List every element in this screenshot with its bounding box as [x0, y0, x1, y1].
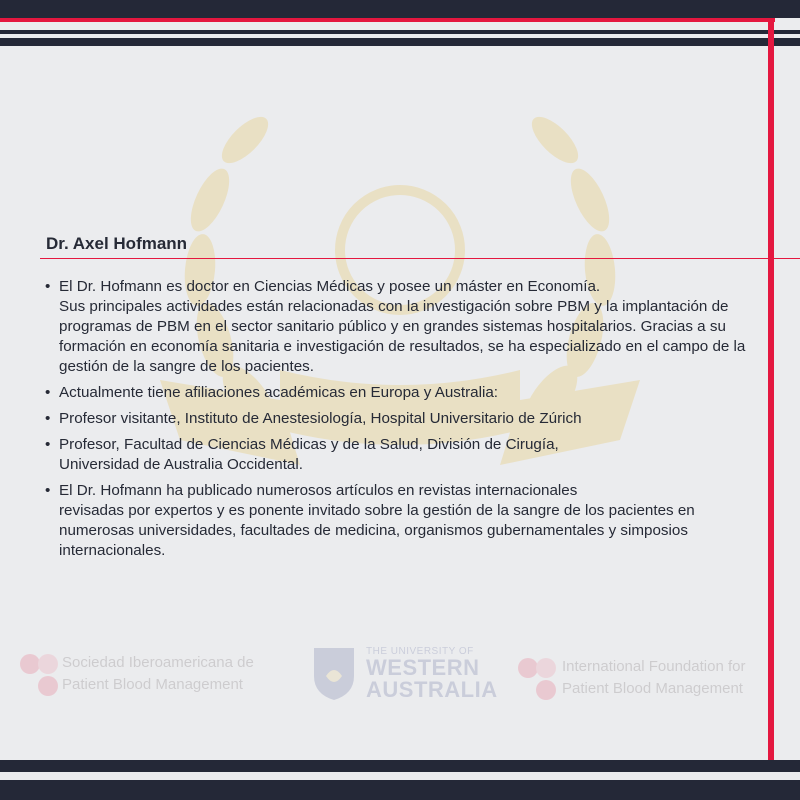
bottom-band-2 [0, 780, 800, 800]
bottom-band [0, 760, 800, 772]
logo-dot-icon [38, 676, 58, 696]
list-item: • Profesor, Facultad de Ciencias Médicas y de la Salud, División de Cirugía, Universidad de Australia Occidental. [44, 435, 754, 475]
top-band-stripe-2 [0, 38, 800, 46]
logo-dot-icon [536, 680, 556, 700]
top-band [0, 0, 800, 18]
logo-dot-icon [518, 658, 538, 678]
logo-dot-icon [20, 654, 40, 674]
list-item: • El Dr. Hofmann es doctor en Ciencias Médicas y posee un máster en Economía. Sus principales actividades están relacionadas con la investigación sobre PBM y la implantación de programas de PBM en el sector sanitario público y en grandes sistemas hospitalarios. Gracias a su formación en economía sanitaria e investigación de resultados, se ha especializado en el campo de la gestión de la sangre de los pacientes. [44, 277, 754, 377]
list-item: • Actualmente tiene afiliaciones académicas en Europa y Australia: [44, 383, 754, 403]
profile-bullets [44, 277, 754, 567]
uwa-crest-icon [312, 646, 356, 702]
logo-dot-icon [38, 654, 58, 674]
profile-name: Dr. Axel Hofmann [46, 234, 188, 253]
top-band-stripe [0, 30, 800, 34]
logo-dot-icon [536, 658, 556, 678]
heading-divider [40, 258, 800, 259]
top-accent-line [0, 18, 775, 22]
list-item: • El Dr. Hofmann ha publicado numerosos artículos en revistas internacionales revisadas por expertos y es ponente invitado sobre la gestión de la sangre de los pacientes en numerosas universidades, facultades de medicina, organismos gubernamentales y simposios internacionales. [44, 481, 754, 561]
partner-logos: Sociedad Iberoamericana de Patient Blood Management THE UNIVERSITY OF WESTERN AUSTRALIA International Foundation for Patient Blood Management [0, 640, 800, 710]
list-item: • Profesor visitante, Instituto de Anestesiología, Hospital Universitario de Zúrich [44, 409, 754, 429]
